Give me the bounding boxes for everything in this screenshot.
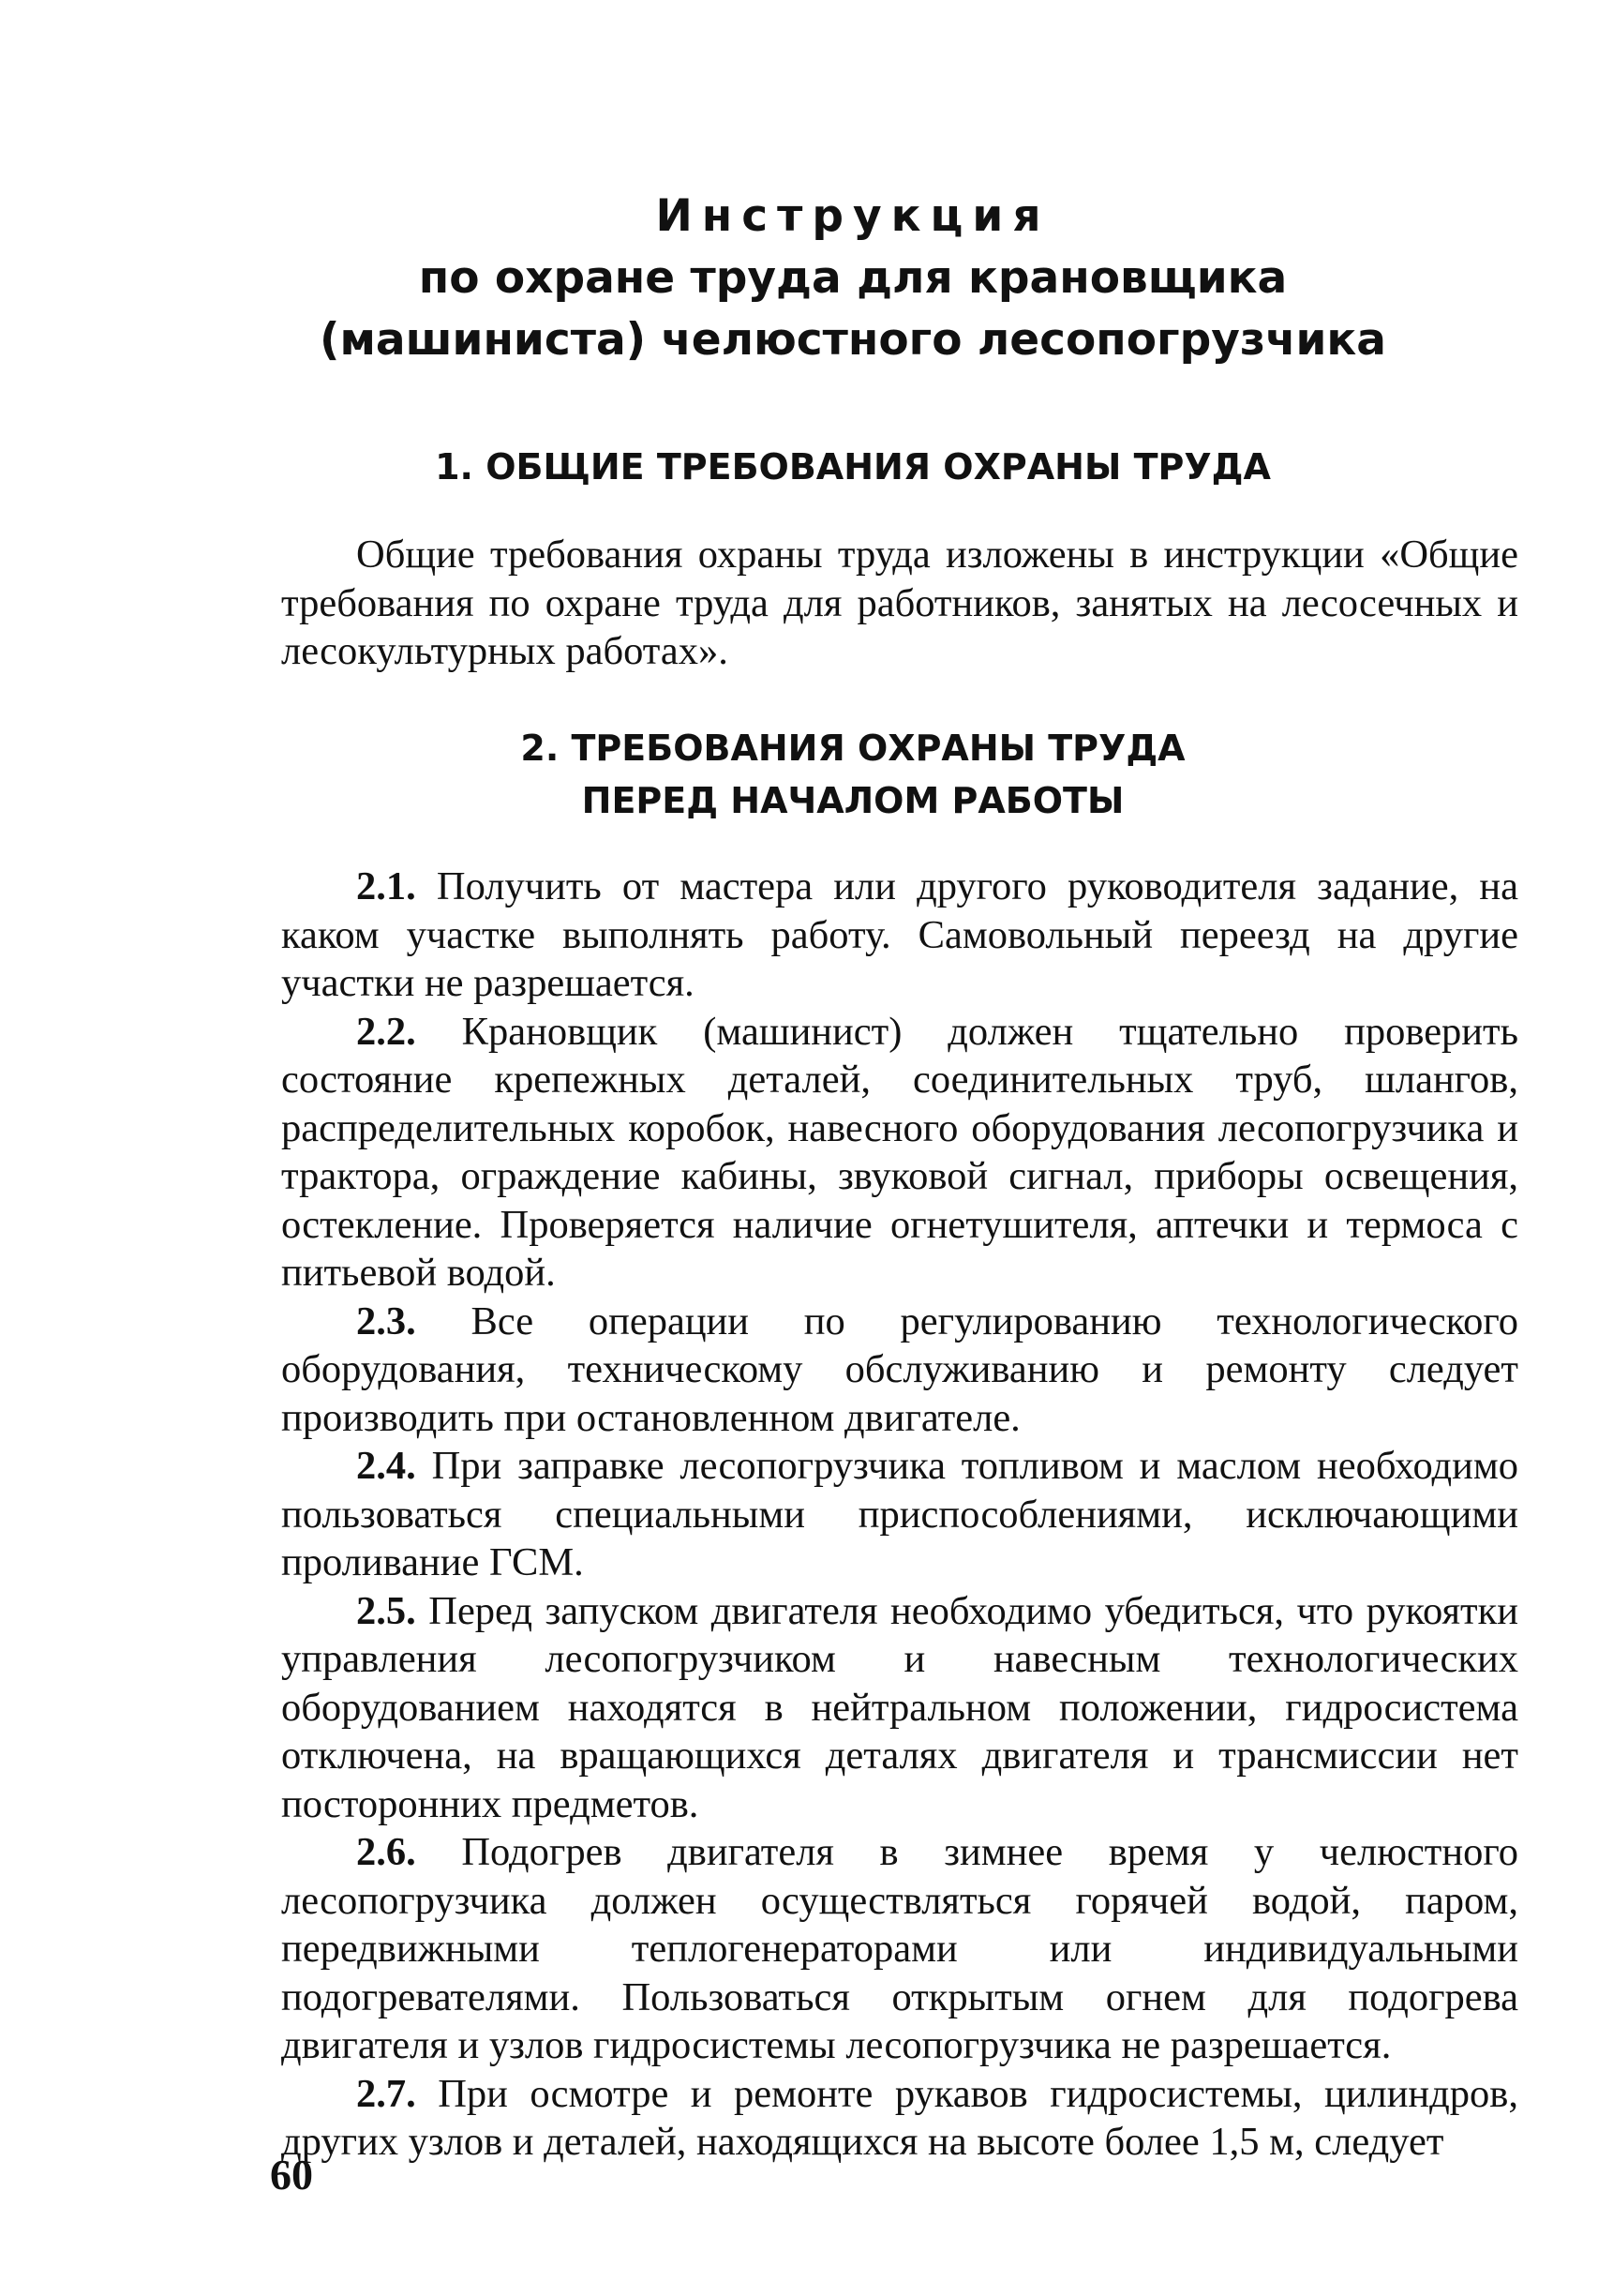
paragraph-2-6: [281, 1828, 1518, 2070]
title-line-3: (машиниста) челюстного лесопогрузчика: [319, 314, 1387, 366]
paragraph-2-3: [281, 1298, 1518, 1443]
paragraph-number: 2.2.: [356, 1009, 416, 1054]
paragraph-text: При осмотре и ремонте рукавов гидросистемы, цилиндров, других узлов и деталей, находящихся на высоте более 1,5 м, следует: [281, 2071, 1518, 2164]
title-line-2: по охране труда для крановщика: [418, 252, 1288, 304]
paragraph-number: 2.6.: [356, 1830, 416, 1874]
paragraph-text: Крановщик (машинист) должен тщательно проверить состояние крепежных деталей, соединительных труб, шлангов, распределительных коробок, навесного оборудования лесопогрузчика и трактора, ограждение кабины, звуковой сигнал, приборы освещения, остекление. Проверяется наличие огнетушителя, аптечки и термоса с питьевой водой.: [281, 1009, 1519, 1295]
paragraph-number: 2.5.: [356, 1588, 416, 1633]
page-number: 60: [270, 2151, 313, 2198]
section-1-heading-text: 1. ОБЩИЕ ТРЕБОВАНИЯ ОХРАНЫ ТРУДА: [435, 446, 1271, 488]
document-title: [281, 186, 1425, 371]
paragraph-2-7: [281, 2070, 1518, 2167]
paragraph-text: Все операции по регулированию технологического оборудования, техническому обслуживанию и ремонту следует производить при остановленном двигателе.: [281, 1298, 1518, 1440]
section-2-body: [281, 863, 1518, 2167]
section-1-body: [281, 531, 1518, 676]
paragraph-2-1: [281, 863, 1518, 1008]
paragraph-2-2: [281, 1008, 1518, 1298]
paragraph-text: Получить от мастера или другого руководителя задание, на каком участке выполнять работу. Самовольный переезд на другие участки не разрешается.: [281, 864, 1518, 1005]
paragraph-text: Перед запуском двигателя необходимо убедиться, что рукоятки управления лесопогрузчиком и навесным технологических оборудованием находятся в нейтральном положении, гидросистема отключена, на вращающихся деталях двигателя и трансмиссии нет посторонних предметов.: [281, 1588, 1518, 1826]
section-1-heading: [281, 441, 1425, 493]
paragraph-text: При заправке лесопогрузчика топливом и маслом необходимо пользоваться специальными приспособлениями, исключающими проливание ГСМ.: [281, 1444, 1519, 1584]
paragraph-number: 2.3.: [356, 1298, 416, 1343]
paragraph-2-5: [281, 1587, 1518, 1829]
section-1-paragraph: Общие требования охраны труда изложены в инструкции «Общие требования по охране труда для работников, занятых на лесосечных и лесокультурных работах».: [281, 533, 1518, 673]
section-2-heading: [281, 722, 1425, 827]
section-2-heading-line-1: 2. ТРЕБОВАНИЯ ОХРАНЫ ТРУДА: [520, 728, 1186, 769]
section-2-heading-line-2: ПЕРЕД НАЧАЛОМ РАБОТЫ: [581, 780, 1125, 821]
paragraph-text: Подогрев двигателя в зимнее время у челюстного лесопогрузчика должен осуществляться горячей водой, паром, передвижными теплогенераторами или индивидуальными подогревателями. Пользоваться открытым огнем для подогрева двигателя и узлов гидросистемы лесопогрузчика не разрешается.: [281, 1830, 1518, 2067]
paragraph-number: 2.1.: [356, 864, 416, 908]
paragraph-number: 2.4.: [356, 1444, 416, 1488]
paragraph-2-4: [281, 1442, 1518, 1587]
paragraph-number: 2.7.: [356, 2071, 416, 2116]
title-line-1: Инструкция: [655, 190, 1051, 242]
